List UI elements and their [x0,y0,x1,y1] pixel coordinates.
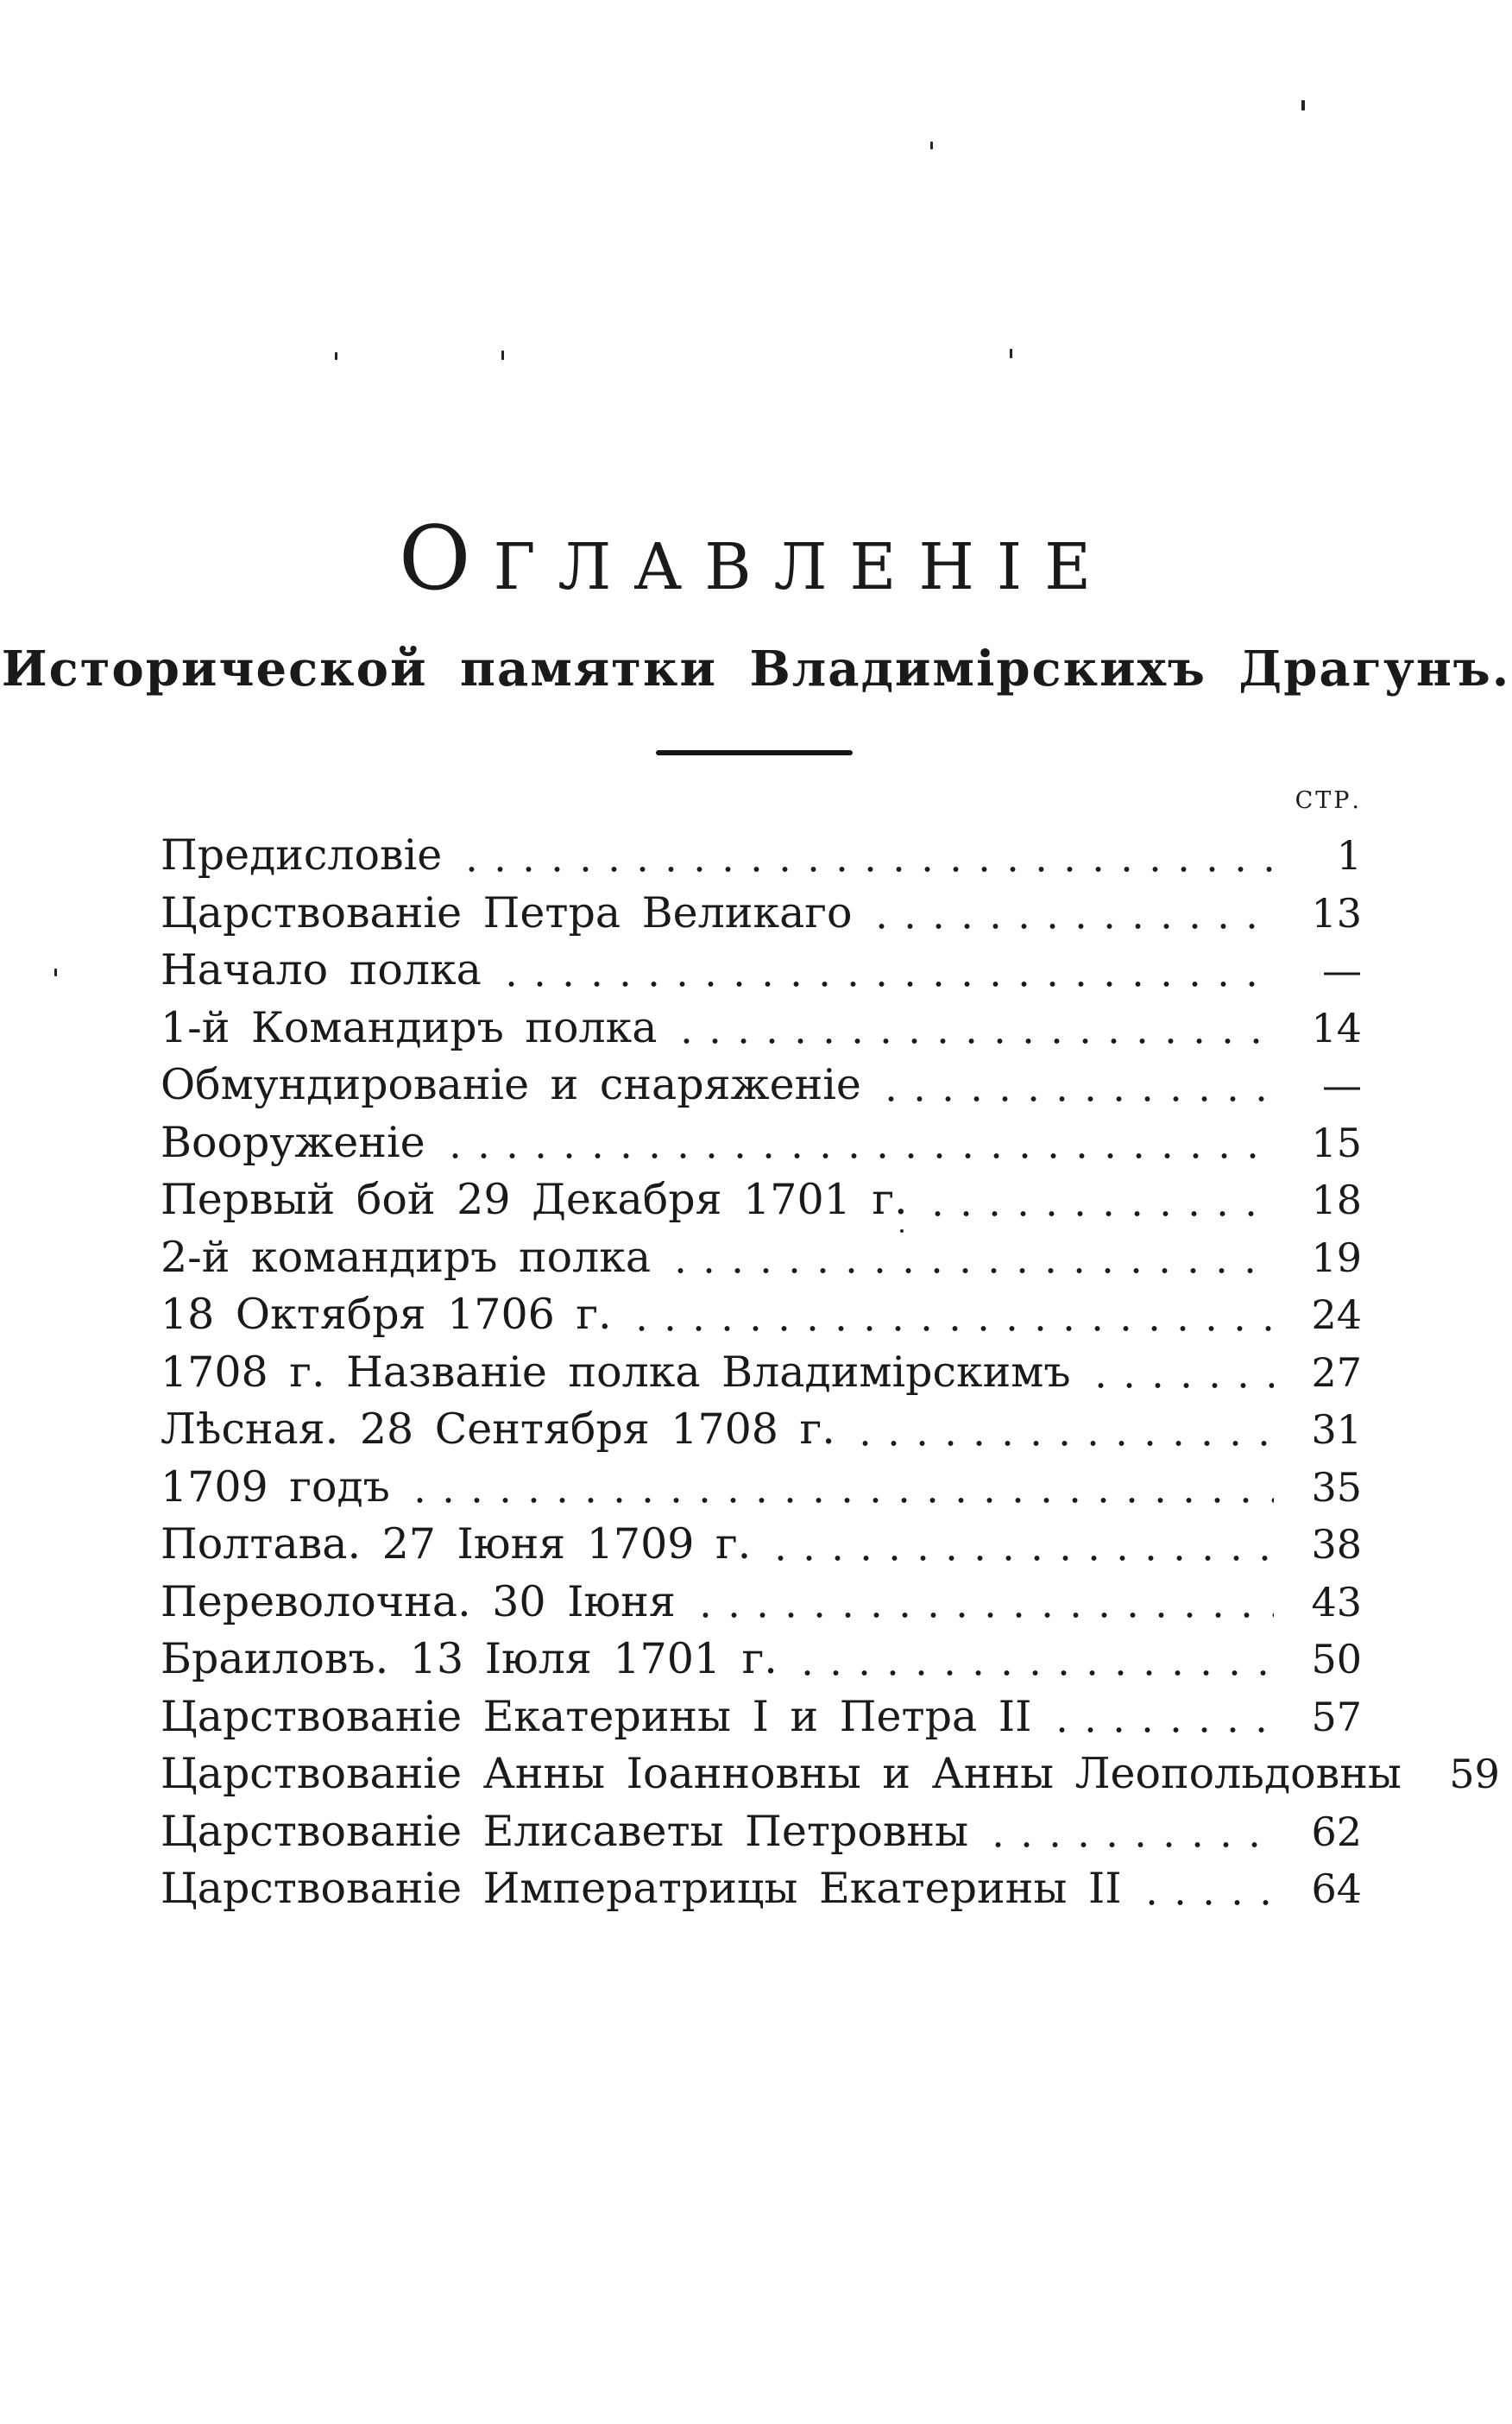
toc-entry-page: 19 [1311,1234,1362,1281]
toc-entry-page: 15 [1311,1119,1362,1166]
toc-entry-page: 59 [1449,1751,1500,1797]
scan-speck [54,969,57,976]
toc-entry [161,1057,1362,1114]
toc-entry [161,1344,1362,1402]
toc-entry-label: 1-й Командиръ полка [161,1002,658,1052]
dot-leader [1132,1898,1274,1907]
scan-speck [930,142,933,149]
scan-speck [335,352,337,360]
toc-entry [161,1631,1362,1689]
dot-leader [452,865,1274,874]
toc-entry [161,1401,1362,1459]
toc-entry-page: — [1322,947,1362,994]
toc-entry-page: 1 [1336,832,1362,879]
toc-entry-label: 18 Октября 1706 г. [161,1290,612,1339]
toc-entry-label: Переволочна. 30 Іюня [161,1576,676,1626]
dot-leader [436,1152,1274,1160]
scan-speck [1301,100,1305,110]
dot-leader [788,1669,1274,1677]
toc-entry-page: 57 [1311,1693,1362,1740]
toc-entry-page: 14 [1311,1004,1362,1051]
toc-entry [161,1574,1362,1632]
dot-leader [1081,1381,1274,1390]
toc-entry [161,1171,1362,1229]
toc-entry [161,1000,1362,1057]
page-title-initial: О [398,508,494,610]
dot-leader [400,1496,1274,1505]
toc-entry-label: 1709 годъ [161,1461,390,1512]
toc-entry-label: Царствованіе Екатерины I и Петра II [161,1691,1032,1741]
toc-entry-page: 38 [1311,1521,1362,1568]
toc-entry-label: Предисловіе [161,830,443,880]
toc-entry [161,1229,1362,1287]
toc-entry-label: 1708 г. Названіе полка Владимірскимъ [161,1347,1071,1397]
toc-entry-label: Браиловъ. 13 Іюля 1701 г. [161,1634,778,1683]
dot-leader [492,980,1274,988]
dot-leader [622,1324,1274,1333]
toc-entry-label: Царствованіе Императрицы Екатерины II [161,1864,1122,1913]
toc-list [161,827,1500,1918]
dot-leader [846,1439,1274,1448]
page-title-rest: ГЛАВЛЕНІЕ [493,530,1114,604]
toc-entry [161,827,1362,885]
toc-entry-label: Полтава. 27 Іюня 1709 г. [161,1519,752,1569]
dot-leader [667,1037,1274,1045]
toc-entry-page: 62 [1311,1808,1362,1855]
toc-entry-label: Первый бой 29 Декабря 1701 г. [161,1175,908,1224]
toc-entry [161,942,1362,1000]
toc-entry-page: 64 [1311,1865,1362,1912]
toc-entry-page: 35 [1311,1463,1362,1511]
toc-entry-label: Царствованіе Елисаветы Петровны [161,1806,969,1856]
toc-entry-label: Обмундированіе и снаряженіе [161,1060,861,1109]
dot-leader [872,1095,1274,1103]
dot-leader [918,1209,1274,1218]
toc-entry [161,1689,1362,1746]
toc-entry-label: Вооруженіе [161,1117,425,1167]
toc-entry [161,885,1362,943]
toc-entry-page: 27 [1311,1348,1362,1396]
dot-leader [979,1840,1274,1849]
dot-leader [661,1266,1274,1275]
divider-rule [656,750,853,755]
page-column-header: СТР. [1295,787,1362,814]
toc-entry-label: Царствованіе Анны Іоанновны и Анны Леопольдовны [161,1749,1402,1798]
toc-entry-label: Царствованіе Петра Великаго [161,887,853,937]
toc-entry-label: 2-й командиръ полка [161,1232,652,1282]
toc-entry-page: 50 [1311,1636,1362,1682]
page-subtitle: Исторической памятки Владимірскихъ Драгунъ. [1,641,1511,698]
dot-leader [761,1554,1274,1562]
scan-speck [1010,349,1012,358]
toc-entry-page: 18 [1311,1177,1362,1223]
toc-entry [161,1745,1500,1803]
toc-entry-label: Начало полка [161,945,482,994]
toc-entry [161,1516,1362,1574]
toc-entry-label: Лѣсная. 28 Сентября 1708 г. [161,1405,835,1454]
toc-entry [161,1860,1362,1918]
page-title [0,508,1512,610]
scan-speck [501,350,504,360]
dot-leader [1043,1726,1275,1734]
toc-entry [161,1803,1362,1861]
toc-entry [161,1114,1362,1172]
toc-entry-page: 31 [1311,1406,1362,1453]
toc-entry-page: 13 [1311,889,1362,937]
dot-leader [862,922,1274,931]
toc-entry [161,1459,1362,1517]
toc-entry [161,1286,1362,1344]
dot-leader [686,1611,1274,1619]
toc-entry-page: 24 [1311,1291,1362,1338]
toc-entry-page: — [1322,1062,1362,1108]
toc-entry-page: 43 [1311,1578,1362,1625]
